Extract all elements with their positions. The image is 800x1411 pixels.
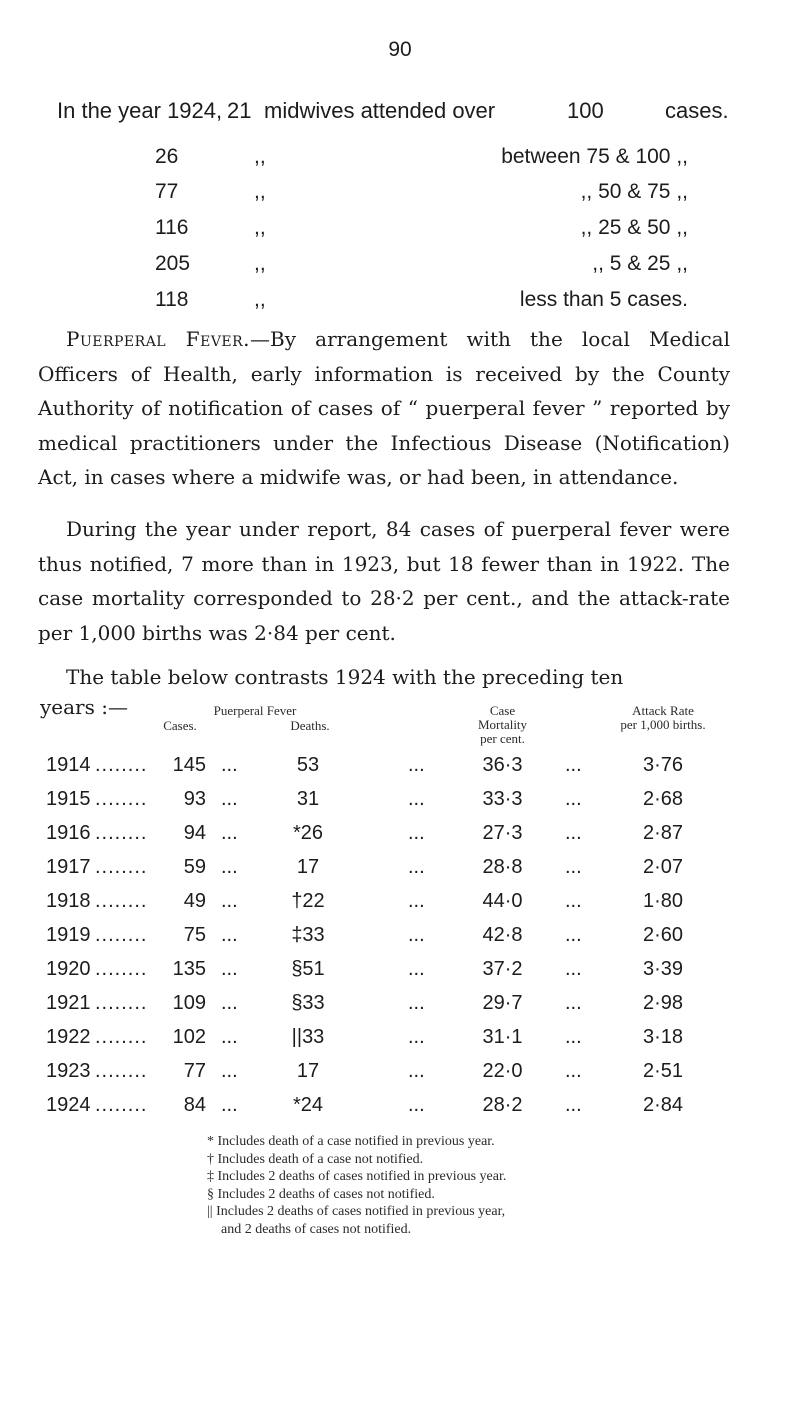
row-deaths: 31 <box>296 788 320 810</box>
table-row <box>0 1094 800 1124</box>
row-attack-rate: 3·39 <box>642 958 684 980</box>
paragraph-3-text: The table below contrasts 1924 with the preceding ten <box>66 665 624 689</box>
footnote-continuation: and 2 deaths of cases not notified. <box>221 1221 412 1237</box>
footnote: * Includes death of a case notified in previous year. <box>207 1134 495 1149</box>
midwives-count: 26 <box>155 145 179 168</box>
footnotes <box>207 1133 506 1238</box>
leader-ellipsis: ... <box>408 1060 425 1082</box>
leader-dots: ........ <box>95 958 148 980</box>
footnote: † Includes death of a case not notified. <box>207 1151 424 1167</box>
row-year: 1915 <box>46 788 91 810</box>
intro-prefix: In the year 1924, <box>57 98 223 123</box>
row-attack-rate: 2·68 <box>642 788 684 810</box>
row-mortality: 37·2 <box>482 958 523 980</box>
leader-ellipsis: ... <box>221 1094 238 1116</box>
leader-ellipsis: ... <box>221 890 238 912</box>
leader-ellipsis: ... <box>408 856 425 878</box>
header-group: Puerperal Fever <box>213 703 297 718</box>
ditto-mark: ,, <box>254 180 266 203</box>
row-attack-rate: 2·98 <box>642 992 684 1014</box>
table-row <box>0 890 800 920</box>
row-attack-rate: 2·07 <box>642 856 684 878</box>
leader-ellipsis: ... <box>565 924 582 946</box>
row-mortality: 33·3 <box>482 788 523 810</box>
leader-ellipsis: ... <box>408 1094 425 1116</box>
midwives-row <box>0 252 800 282</box>
header-cases: Cases. <box>163 718 197 733</box>
row-mortality: 31·1 <box>482 1026 523 1048</box>
leader-ellipsis: ... <box>408 754 425 776</box>
row-year: 1924 <box>46 1094 91 1116</box>
row-cases: 145 <box>172 754 206 776</box>
row-year: 1921 <box>46 992 91 1014</box>
row-cases: 102 <box>172 1026 206 1048</box>
row-mortality: 29·7 <box>482 992 523 1014</box>
header-attack-rate: Attack Rate per 1,000 births. <box>620 703 706 732</box>
footnote: § Includes 2 deaths of cases not notified. <box>207 1186 435 1202</box>
row-mortality: 28·2 <box>482 1094 523 1116</box>
row-deaths: §51 <box>291 958 325 980</box>
leader-dots: ........ <box>95 754 148 776</box>
row-cases: 59 <box>183 856 206 878</box>
case-range: less than 5 cases. <box>519 288 688 311</box>
puerperal-paragraph-3 <box>38 660 730 695</box>
leader-ellipsis: ... <box>565 788 582 810</box>
row-deaths: 17 <box>296 856 320 878</box>
ditto-mark: ,, <box>254 288 266 311</box>
row-deaths: 17 <box>296 1060 320 1082</box>
page-number: 90 <box>388 38 412 61</box>
leader-dots: ........ <box>95 1094 148 1116</box>
row-attack-rate: 3·76 <box>642 754 684 776</box>
leader-ellipsis: ... <box>408 788 425 810</box>
row-deaths: ||33 <box>291 1026 325 1048</box>
leader-ellipsis: ... <box>408 992 425 1014</box>
row-mortality: 44·0 <box>482 890 523 912</box>
case-range: between 75 & 100 ,, <box>501 145 688 168</box>
leader-ellipsis: ... <box>565 1060 582 1082</box>
leader-dots: ........ <box>95 924 148 946</box>
leader-ellipsis: ... <box>408 822 425 844</box>
row-attack-rate: 1·80 <box>642 890 684 912</box>
leader-dots: ........ <box>95 890 148 912</box>
row-cases: 84 <box>183 1094 206 1116</box>
table-row <box>0 992 800 1022</box>
row-deaths: §33 <box>291 992 325 1014</box>
intro-middle: midwives attended over <box>264 98 496 123</box>
row-mortality: 36·3 <box>482 754 523 776</box>
table-row <box>0 924 800 954</box>
leader-ellipsis: ... <box>221 788 238 810</box>
leader-dots: ........ <box>95 1060 148 1082</box>
ditto-mark: ,, <box>254 252 266 275</box>
case-range: ,, 5 & 25 ,, <box>592 252 688 275</box>
leader-ellipsis: ... <box>565 856 582 878</box>
ditto-mark: ,, <box>254 145 266 168</box>
table-row <box>0 822 800 852</box>
leader-ellipsis: ... <box>221 958 238 980</box>
row-mortality: 22·0 <box>482 1060 523 1082</box>
leader-dots: ........ <box>95 856 148 878</box>
row-year: 1922 <box>46 1026 91 1048</box>
row-deaths: *24 <box>292 1094 324 1116</box>
row-year: 1917 <box>46 856 91 878</box>
row-deaths: *26 <box>292 822 324 844</box>
row-deaths: †22 <box>291 890 325 912</box>
case-range: ,, 25 & 50 ,, <box>580 216 688 239</box>
row-attack-rate: 2·87 <box>642 822 684 844</box>
paragraph-2-text: During the year under report, 84 cases of puerperal fever were thus notified, 7 more than in 1923, but 18 fewer than in 1922. The case mortality corresponded to 28·2 per cent., and the attack-rate per 1,000 births was 2·84 per cent. <box>38 517 730 645</box>
leader-ellipsis: ... <box>221 924 238 946</box>
leader-ellipsis: ... <box>221 992 238 1014</box>
table-row <box>0 958 800 988</box>
row-cases: 93 <box>183 788 206 810</box>
row-year: 1914 <box>46 754 91 776</box>
footnote: ‡ Includes 2 deaths of cases notified in previous year. <box>207 1169 507 1184</box>
case-range: ,, 50 & 75 ,, <box>580 180 688 203</box>
leader-ellipsis: ... <box>565 958 582 980</box>
row-attack-rate: 3·18 <box>642 1026 684 1048</box>
row-year: 1918 <box>46 890 91 912</box>
row-attack-rate: 2·84 <box>642 1094 684 1116</box>
row-mortality: 42·8 <box>482 924 523 946</box>
puerperal-paragraph-2 <box>38 512 730 650</box>
leader-ellipsis: ... <box>408 958 425 980</box>
row-attack-rate: 2·51 <box>642 1060 684 1082</box>
header-deaths: Deaths. <box>290 718 330 733</box>
ditto-mark: ,, <box>254 216 266 239</box>
row-mortality: 27·3 <box>482 822 523 844</box>
row-cases: 135 <box>172 958 206 980</box>
section-heading: Puerperal Fever. <box>66 327 251 351</box>
row-deaths: 53 <box>296 754 320 776</box>
leader-ellipsis: ... <box>408 924 425 946</box>
table-row <box>0 754 800 784</box>
midwives-row <box>0 145 800 175</box>
leader-ellipsis: ... <box>408 1026 425 1048</box>
leader-ellipsis: ... <box>221 856 238 878</box>
leader-ellipsis: ... <box>221 754 238 776</box>
puerperal-paragraph-1 <box>38 322 730 495</box>
leader-ellipsis: ... <box>565 754 582 776</box>
leader-ellipsis: ... <box>565 822 582 844</box>
leader-ellipsis: ... <box>565 890 582 912</box>
row-year: 1923 <box>46 1060 91 1082</box>
row-attack-rate: 2·60 <box>642 924 684 946</box>
footnote: || Includes 2 deaths of cases notified in previous year, <box>207 1204 506 1219</box>
row-cases: 109 <box>172 992 206 1014</box>
table-row <box>0 1060 800 1090</box>
leader-ellipsis: ... <box>565 992 582 1014</box>
header-mortality: Case Mortality per cent. <box>477 703 528 746</box>
midwives-row <box>0 216 800 246</box>
leader-ellipsis: ... <box>565 1026 582 1048</box>
midwives-count: 118 <box>155 288 189 311</box>
row-mortality: 28·8 <box>482 856 523 878</box>
row-cases: 94 <box>183 822 206 844</box>
leader-dots: ........ <box>95 822 148 844</box>
midwives-count: 116 <box>155 216 189 239</box>
row-deaths: ‡33 <box>291 924 325 946</box>
leader-ellipsis: ... <box>221 822 238 844</box>
years-label: years :— <box>40 695 128 719</box>
leader-ellipsis: ... <box>565 1094 582 1116</box>
row-year: 1916 <box>46 822 91 844</box>
midwives-count: 205 <box>155 252 191 275</box>
row-cases: 77 <box>183 1060 206 1082</box>
paragraph-1-text: —By arrangement with the local Medical Officers of Health, early information is received by the County Authority of notification of cases of “ puerperal fever ” reported by medical practitioners under the Infectious Disease (Notification) Act, in cases where a midwife was, or had been, in attendance. <box>38 327 730 489</box>
leader-ellipsis: ... <box>221 1060 238 1082</box>
midwives-count: 77 <box>155 180 179 203</box>
intro-amount: 100 <box>567 98 604 123</box>
leader-dots: ........ <box>95 992 148 1014</box>
row-year: 1919 <box>46 924 91 946</box>
intro-suffix: cases. <box>665 98 729 123</box>
row-year: 1920 <box>46 958 91 980</box>
leader-dots: ........ <box>95 788 148 810</box>
midwives-row <box>0 288 800 318</box>
table-row <box>0 1026 800 1056</box>
leader-ellipsis: ... <box>221 1026 238 1048</box>
intro-count: 21 <box>227 98 252 123</box>
row-cases: 75 <box>183 924 206 946</box>
table-row <box>0 856 800 886</box>
row-cases: 49 <box>183 890 206 912</box>
leader-ellipsis: ... <box>408 890 425 912</box>
table-row <box>0 788 800 818</box>
midwives-row <box>0 180 800 210</box>
leader-dots: ........ <box>95 1026 148 1048</box>
